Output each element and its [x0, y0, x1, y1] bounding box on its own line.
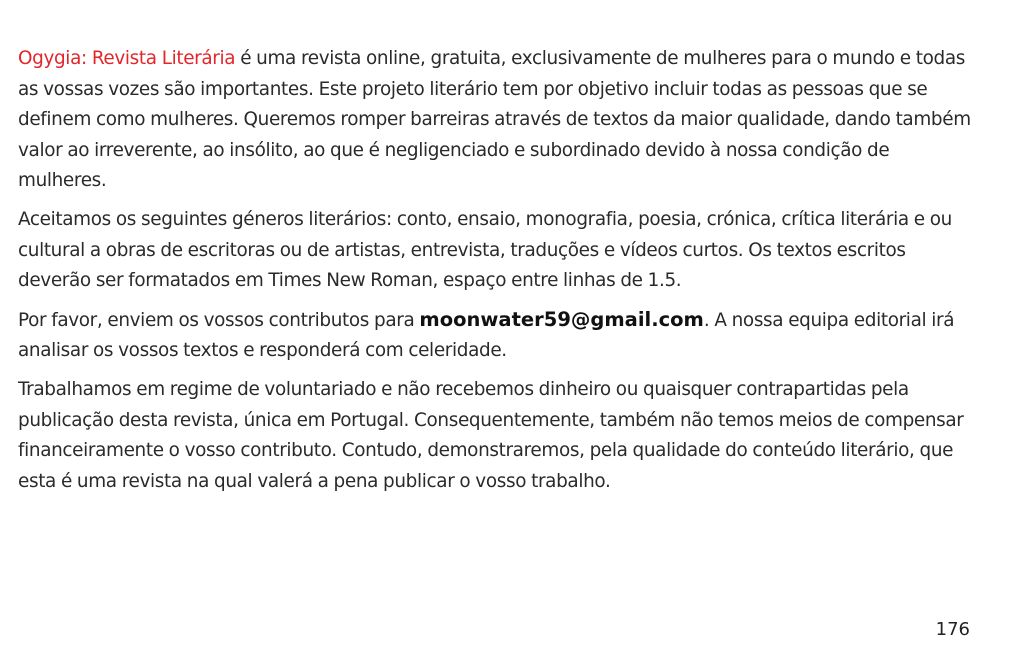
- intro-text: é uma revista online, gratuita, exclusivamente de mulheres para o mundo e todas as vossas vozes são importantes. Este projeto literário tem por objetivo incluir todas as pessoas que se definem como mulheres. Queremos romper barreiras através de textos da maior qualidade, dando também valor ao irreverente, ao insólito, ao que é negligenciado e subordinado devido à nossa condição de mulheres.: [18, 48, 971, 192]
- document-page: [18, 44, 978, 505]
- intro-paragraph: [18, 44, 978, 197]
- volunteer-text: Trabalhamos em regime de voluntariado e não recebemos dinheiro ou quaisquer contrapartidas pela publicação desta revista, única em Portugal. Consequentemente, também não temos meios de compensar financeiramente o vosso contributo. Contudo, demonstraremos, pela qualidade do conteúdo literário, que esta é uma revista na qual valerá a pena publicar o vosso trabalho.: [18, 378, 964, 492]
- submission-paragraph: [18, 305, 978, 367]
- page-number: 176: [935, 619, 970, 640]
- magazine-name: Ogygia: Revista Literária: [18, 48, 236, 69]
- contact-email: moonwater59@gmail.com: [419, 307, 704, 331]
- volunteer-paragraph: [18, 375, 978, 497]
- submission-text-before: Por favor, enviem os vossos contributos para: [18, 309, 420, 331]
- genres-paragraph: [18, 205, 978, 297]
- genres-text: Aceitamos os seguintes géneros literários: conto, ensaio, monografia, poesia, crónica, crítica literária e ou cultural a obras de escritoras ou de artistas, entrevista, traduções e vídeos curtos. Os textos escritos deverão ser formatados em Times New Roman, espaço entre linhas de 1.5.: [18, 208, 952, 292]
- submission-text-after: . A nossa equipa editorial irá analisar os vossos textos e responderá com celeridade.: [18, 309, 955, 362]
